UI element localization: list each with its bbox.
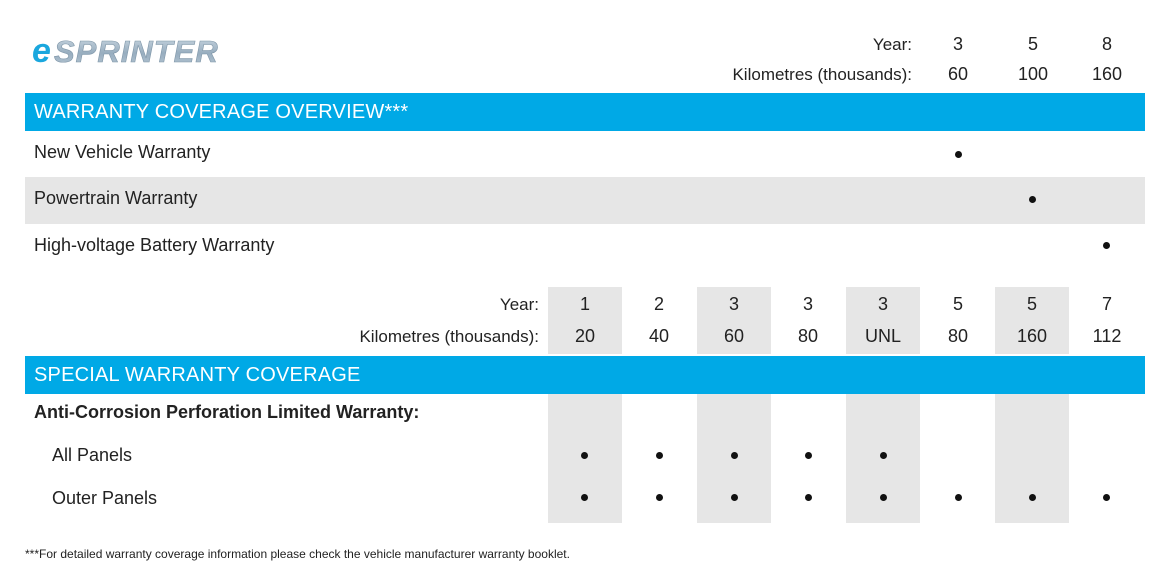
special-km: 80	[947, 326, 969, 346]
overview-year: 5	[1027, 34, 1038, 54]
special-km: 112	[1092, 326, 1122, 346]
overview-row-label: New Vehicle Warranty	[34, 142, 211, 162]
coverage-bullet	[656, 452, 663, 459]
overview-km: 100	[1017, 64, 1049, 84]
coverage-bullet	[880, 494, 887, 501]
overview-km: 60	[947, 64, 969, 84]
special-row-label: Outer Panels	[52, 488, 158, 508]
coverage-bullet	[581, 452, 588, 459]
overview-year: 3	[952, 34, 963, 54]
special-km-label: Kilometres (thousands):	[359, 327, 539, 346]
overview-km: 160	[1091, 64, 1123, 84]
coverage-bullet	[731, 452, 738, 459]
overview-km-label: Kilometres (thousands):	[732, 65, 912, 84]
special-year: 3	[728, 294, 739, 314]
coverage-bullet	[1103, 494, 1110, 501]
special-km: 20	[574, 326, 596, 346]
special-year: 3	[877, 294, 888, 314]
special-year: 2	[653, 294, 664, 314]
svg-text:SPRINTER: SPRINTER	[54, 34, 219, 69]
special-year: 5	[1026, 294, 1037, 314]
special-km: 80	[797, 326, 819, 346]
svg-text:e: e	[32, 32, 51, 70]
coverage-bullet	[1103, 242, 1110, 249]
special-year-label: Year:	[499, 295, 539, 314]
special-km: UNL	[864, 326, 901, 346]
overview-title-bar: WARRANTY COVERAGE OVERVIEW***	[25, 93, 1145, 131]
special-km: 60	[723, 326, 745, 346]
coverage-bullet	[731, 494, 738, 501]
column-shade	[995, 394, 1069, 523]
overview-row-label: High-voltage Battery Warranty	[34, 235, 275, 255]
coverage-bullet	[581, 494, 588, 501]
special-year: 7	[1101, 294, 1112, 314]
overview-year: 8	[1101, 34, 1112, 54]
special-title-bar: SPECIAL WARRANTY COVERAGE	[25, 356, 1145, 394]
overview-row-label: Powertrain Warranty	[34, 188, 198, 208]
esprinter-logo	[30, 28, 330, 72]
coverage-bullet	[955, 494, 962, 501]
coverage-bullet	[1029, 494, 1036, 501]
special-subheading: Anti-Corrosion Perforation Limited Warranty:	[34, 402, 420, 422]
coverage-bullet	[880, 452, 887, 459]
special-row-label: All Panels	[52, 445, 133, 465]
coverage-bullet	[805, 494, 812, 501]
special-km: 40	[648, 326, 670, 346]
coverage-bullet	[1029, 196, 1036, 203]
overview-year-label: Year:	[872, 35, 912, 54]
special-year: 3	[802, 294, 813, 314]
special-year: 1	[579, 294, 590, 314]
special-year: 5	[952, 294, 963, 314]
footnote: ***For detailed warranty coverage information please check the vehicle manufacturer warranty booklet.	[25, 547, 570, 561]
coverage-bullet	[656, 494, 663, 501]
special-km: 160	[1016, 326, 1048, 346]
coverage-bullet	[955, 151, 962, 158]
coverage-bullet	[805, 452, 812, 459]
